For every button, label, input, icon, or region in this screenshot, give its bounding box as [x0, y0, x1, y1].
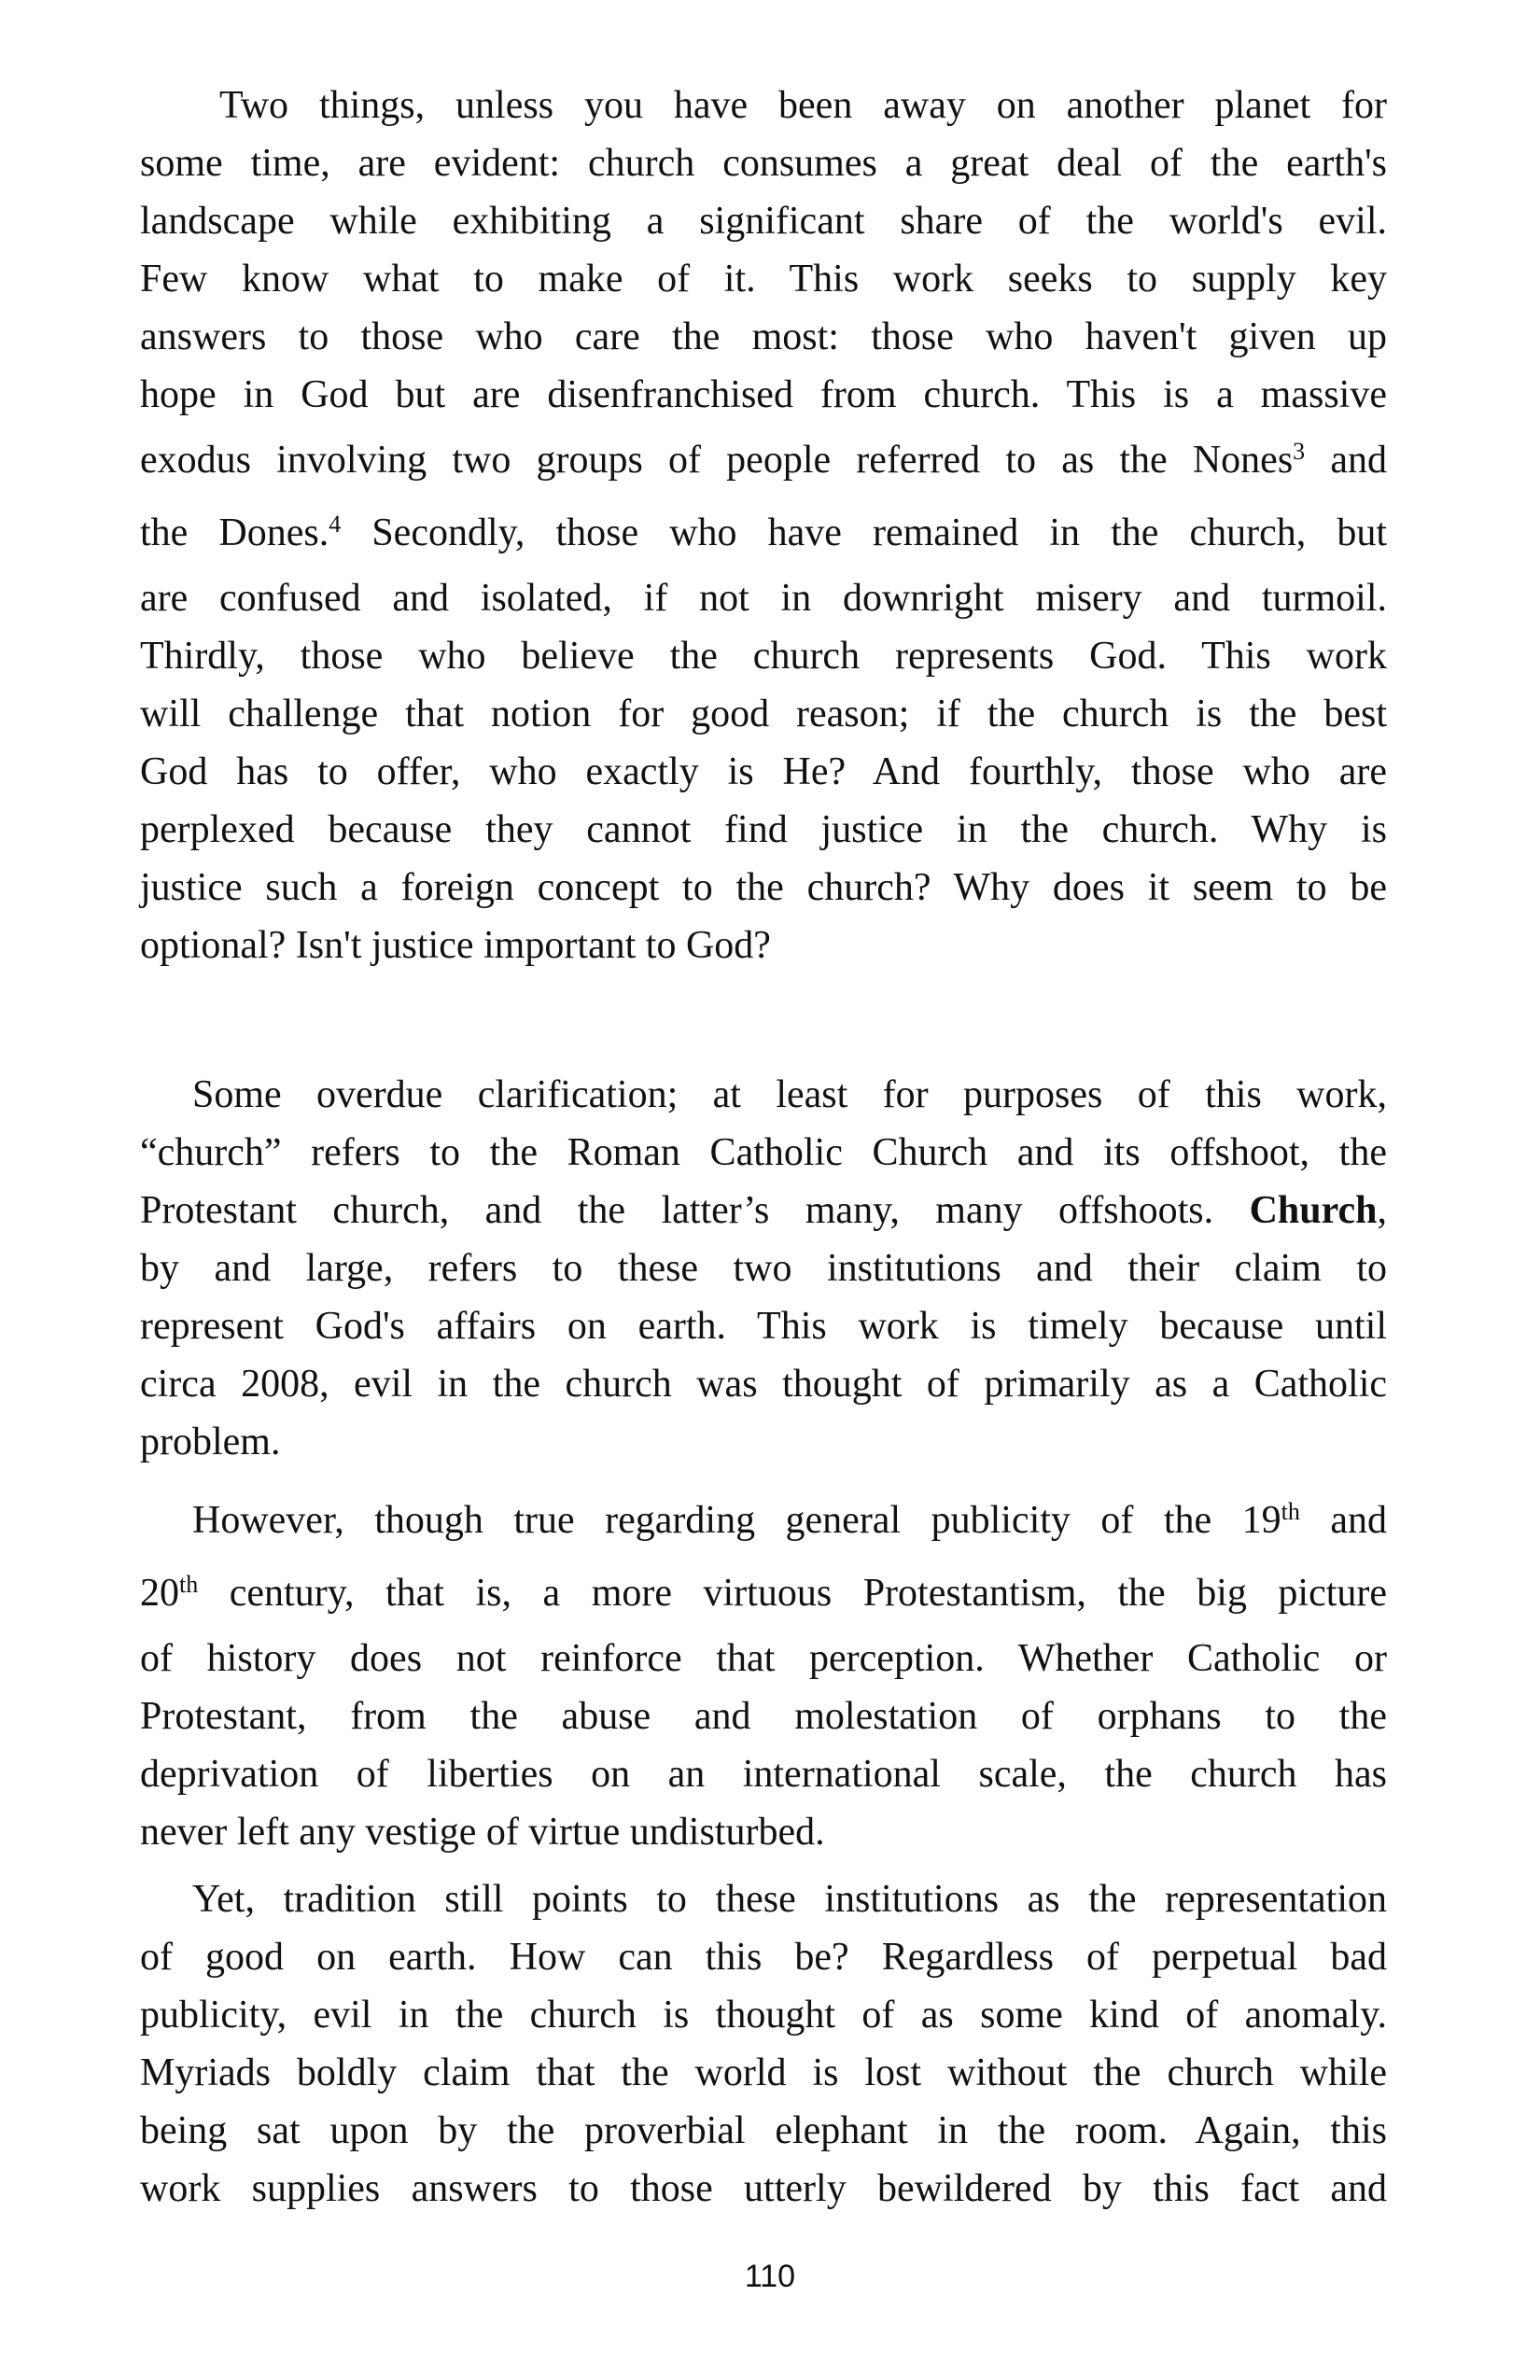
text-line: represent God's affairs on earth. This work is timely because until — [140, 1305, 1387, 1348]
text-line: Myriads boldly claim that the world is lost without the church while — [140, 2051, 1387, 2094]
paragraph-1 — [140, 77, 1387, 974]
text-line: never left any vestige of virtue undisturbed. — [140, 1811, 825, 1854]
text-line: God has to offer, who exactly is He? And fourthly, those who are — [140, 750, 1387, 793]
text-line: exodus involving two groups of people referred to as the Nones$^3$ and — [140, 438, 1388, 482]
text-line: optional? Isn't justice important to God? — [140, 924, 771, 967]
text-line: Thirdly, those who believe the church represents God. This work — [140, 635, 1387, 678]
text-line: by and large, refers to these two institutions and their claim to — [140, 1247, 1387, 1290]
paragraph-3 — [140, 1484, 1387, 1861]
text-line: perplexed because they cannot find justice in the church. Why is — [140, 808, 1387, 851]
text-line: circa 2008, evil in the church was thought of primarily as a Catholic — [140, 1363, 1387, 1406]
text-line: Protestant, from the abuse and molestation of orphans to the — [140, 1695, 1387, 1738]
text-line: landscape while exhibiting a significant share of the world's evil. — [140, 200, 1387, 243]
text-line: 20th century, that is, a more virtuous Protestantism, the big picture — [140, 1571, 1388, 1615]
footnote-ref-3[interactable]: 3 — [1293, 438, 1306, 465]
text-line: “church” refers to the Roman Catholic Church and its offshoot, the — [140, 1131, 1387, 1174]
page-number: 110 — [744, 2259, 796, 2294]
text-line: of history does not reinforce that perception. Whether Catholic or — [140, 1637, 1387, 1680]
text-line: Yet, tradition still points to these institutions as the representation — [192, 1878, 1387, 1921]
text-line: However, though true regarding general publicity of the 19th and — [192, 1498, 1388, 1542]
text-line: of good on earth. How can this be? Regardless of perpetual bad — [140, 1936, 1387, 1979]
text-line: some time, are evident: church consumes a great deal of the earth's — [140, 142, 1387, 185]
paragraph-4 — [140, 1870, 1387, 2218]
text-line: Two things, unless you have been away on another planet for — [219, 84, 1387, 127]
text-line: work supplies answers to those utterly bewildered by this fact and — [140, 2167, 1387, 2210]
text-line: Protestant church, and the latter’s many, many offshoots. Church, — [140, 1189, 1388, 1232]
text-line: deprivation of liberties on an international scale, the church has — [140, 1753, 1387, 1796]
text-line: problem. — [140, 1421, 281, 1463]
text-line: being sat upon by the proverbial elephant in the room. Again, this — [140, 2109, 1387, 2152]
text-line: Some overdue clarification; at least for purposes of this work, — [192, 1073, 1387, 1116]
text-line: publicity, evil in the church is thought of as some kind of anomaly. — [140, 1994, 1387, 2037]
text-line: hope in God but are disenfranchised from church. This is a massive — [140, 373, 1387, 416]
text-line: are confused and isolated, if not in downright misery and turmoil. — [140, 577, 1387, 620]
text-line: justice such a foreign concept to the church? Why does it seem to be — [140, 866, 1387, 909]
paragraph-2 — [140, 1066, 1387, 1471]
footnote-ref-4[interactable]: 4 — [329, 511, 342, 538]
text-line: answers to those who care the most: those who haven't given up — [140, 315, 1387, 358]
text-line: the Dones.$^4$ Secondly, those who have remained in the church, but — [140, 511, 1387, 554]
text-line: will challenge that notion for good reason; if the church is the best — [140, 693, 1387, 735]
bold-term-church: Church — [1249, 1189, 1378, 1232]
text-line: Few know what to make of it. This work seeks to supply key — [140, 258, 1387, 301]
